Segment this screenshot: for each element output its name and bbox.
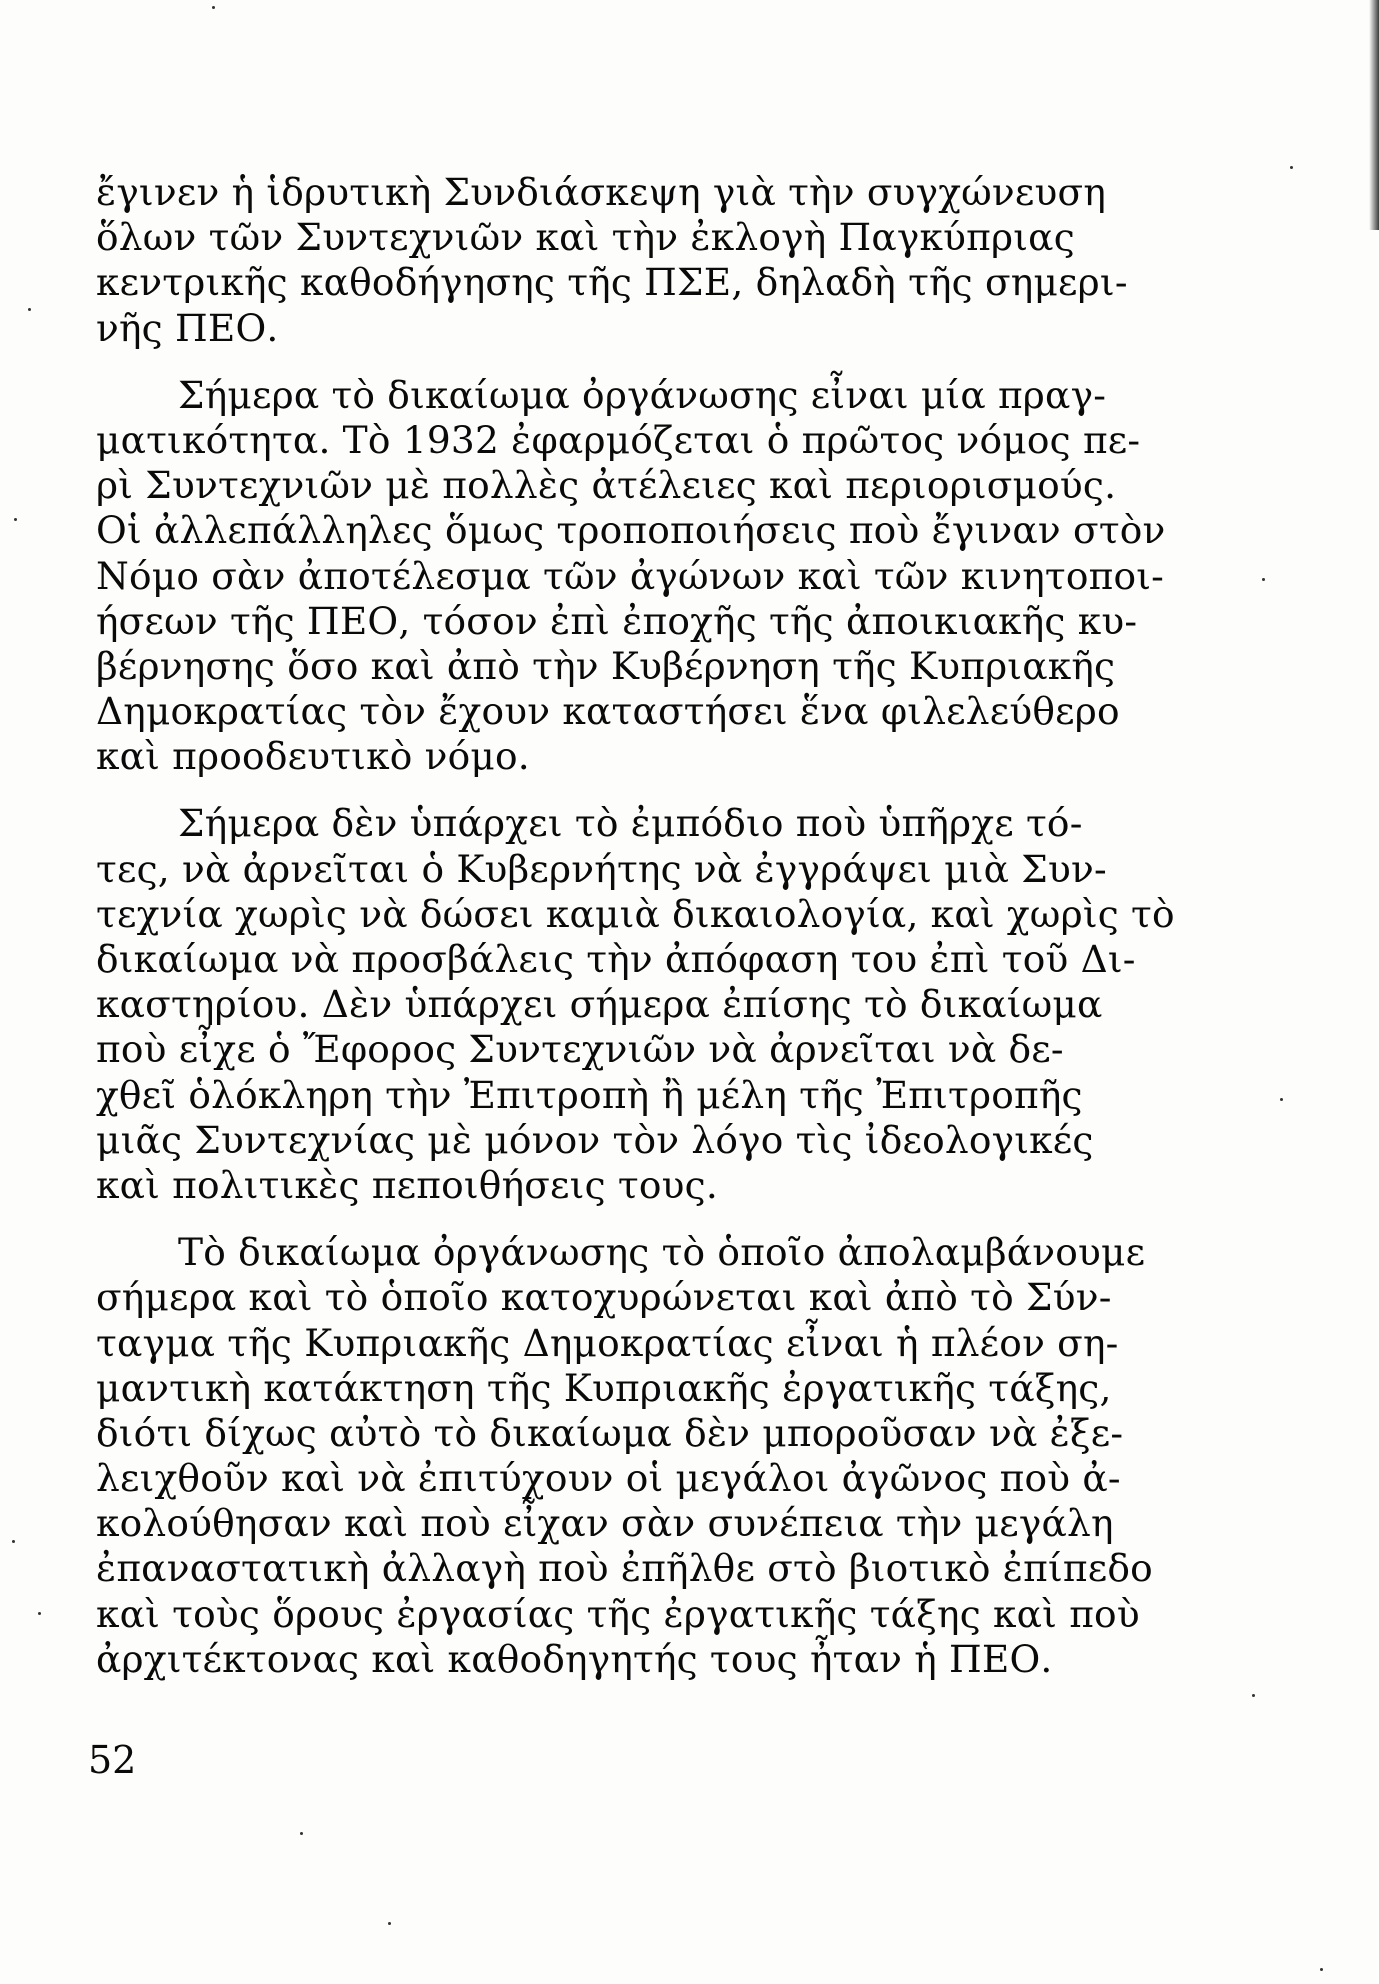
text-line: καὶ τοὺς ὅρους ἐργασίας τῆς ἐργατικῆς τάξης καὶ ποὺ — [96, 1591, 1140, 1636]
paragraph-1 — [96, 170, 1166, 351]
text-line: δικαίωμα νὰ προσβάλεις τὴν ἀπόφαση του ἐπὶ τοῦ Δι- — [96, 937, 1136, 981]
text-line: τεχνία χωρὶς νὰ δώσει καμιὰ δικαιολογία, καὶ χωρὶς τὸ — [96, 891, 1175, 936]
text-line: σήμερα καὶ τὸ ὁποῖο κατοχυρώνεται καὶ ἀπὸ τὸ Σύν- — [96, 1275, 1112, 1320]
text-line: Οἱ ἀλλεπάλληλες ὅμως τροποποιήσεις ποὺ ἔγιναν στὸν — [96, 508, 1166, 553]
scan-speck — [1280, 1098, 1283, 1101]
text-line: ἔγινεν ἡ ἱδρυτικὴ Συνδιάσκεψη γιὰ τὴν συγχώνευση — [96, 170, 1107, 214]
scan-speck — [388, 1922, 391, 1925]
scan-speck — [1262, 578, 1265, 581]
text-line: Σήμερα τὸ δικαίωμα ὀργάνωσης εἶναι μία πραγ- — [178, 372, 1107, 417]
text-line: βέρνησης ὅσο καὶ ἀπὸ τὴν Κυβέρνηση τῆς Κυπριακῆς — [96, 643, 1116, 688]
paragraph-4 — [96, 1230, 1166, 1682]
text-line: ὅλων τῶν Συντεχνιῶν καὶ τὴν ἐκλογὴ Παγκύπριας — [96, 215, 1075, 260]
text-line: ἀρχιτέκτονας καὶ καθοδηγητής τους ἦταν ἡ ΠΕΟ. — [96, 1636, 1053, 1681]
scan-speck — [14, 518, 17, 521]
text-line: κεντρικῆς καθοδήγησης τῆς ΠΣΕ, δηλαδὴ τῆς σημερι- — [96, 260, 1128, 305]
text-line: Τὸ δικαίωμα ὀργάνωσης τὸ ὁποῖο ἀπολαμβάνουμε — [178, 1230, 1146, 1275]
paragraph-3 — [96, 801, 1175, 1208]
text-line: χθεῖ ὁλόκληρη τὴν Ἐπιτροπὴ ἢ μέλη τῆς Ἐπιτροπῆς — [96, 1072, 1083, 1117]
text-line: μαντικὴ κατάκτηση τῆς Κυπριακῆς ἐργατικῆς τάξης, — [96, 1365, 1112, 1410]
paragraph-2 — [96, 373, 1166, 780]
page-edge-shadow — [1369, 0, 1379, 230]
text-line: ματικότητα. Τὸ 1932 ἐφαρμόζεται ὁ πρῶτος νόμος πε- — [96, 417, 1141, 462]
text-line: ἐπαναστατικὴ ἀλλαγὴ ποὺ ἐπῆλθε στὸ βιοτικὸ ἐπίπεδο — [96, 1546, 1153, 1591]
scan-speck — [1252, 1694, 1255, 1697]
text-line: διότι δίχως αὐτὸ τὸ δικαίωμα δὲν μποροῦσαν νὰ ἐξε- — [96, 1410, 1124, 1455]
text-line: τες, νὰ ἀρνεῖται ὁ Κυβερνήτης νὰ ἐγγράψει μιὰ Συν- — [96, 846, 1107, 891]
scan-speck — [1290, 166, 1293, 169]
text-line: λειχθοῦν καὶ νὰ ἐπιτύχουν οἱ μεγάλοι ἀγῶνος ποὺ ἀ- — [96, 1456, 1121, 1501]
text-line: ποὺ εἶχε ὁ Ἔφορος Συντεχνιῶν νὰ ἀρνεῖται νὰ δε- — [96, 1027, 1064, 1072]
text-line: ταγμα τῆς Κυπριακῆς Δημοκρατίας εἶναι ἡ πλέον ση- — [96, 1320, 1119, 1365]
text-line: κολούθησαν καὶ ποὺ εἶχαν σὰν συνέπεια τὴν μεγάλη — [96, 1501, 1114, 1546]
scan-speck — [300, 1832, 303, 1835]
scan-speck — [28, 308, 31, 311]
text-line: ήσεων τῆς ΠΕΟ, τόσον ἐπὶ ἐποχῆς τῆς ἀποικιακῆς κυ- — [96, 598, 1138, 643]
body-text — [96, 170, 1175, 1682]
text-line: καστηρίου. Δὲν ὑπάρχει σήμερα ἐπίσης τὸ δικαίωμα — [96, 982, 1103, 1027]
text-line: καὶ προοδευτικὸ νόμο. — [96, 734, 530, 779]
text-line: νῆς ΠΕΟ. — [96, 305, 279, 350]
page-number: 52 — [88, 1738, 137, 1782]
text-line: Δημοκρατίας τὸν ἔχουν καταστήσει ἕνα φιλελεύθερο — [96, 689, 1120, 734]
scan-speck — [12, 1540, 15, 1543]
scan-speck — [212, 6, 215, 9]
text-line: καὶ πολιτικὲς πεποιθήσεις τους. — [96, 1162, 718, 1207]
scan-speck — [1320, 1968, 1323, 1971]
text-line: μιᾶς Συντεχνίας μὲ μόνον τὸν λόγο τὶς ἰδεολογικές — [96, 1117, 1094, 1162]
text-line: Σήμερα δὲν ὑπάρχει τὸ ἐμπόδιο ποὺ ὑπῆρχε τό- — [178, 801, 1083, 846]
text-line: Νόμο σὰν ἀποτέλεσμα τῶν ἀγώνων καὶ τῶν κινητοποι- — [96, 553, 1165, 598]
text-line: ρὶ Συντεχνιῶν μὲ πολλὲς ἀτέλειες καὶ περιορισμούς. — [96, 463, 1117, 508]
scan-speck — [38, 1612, 41, 1615]
